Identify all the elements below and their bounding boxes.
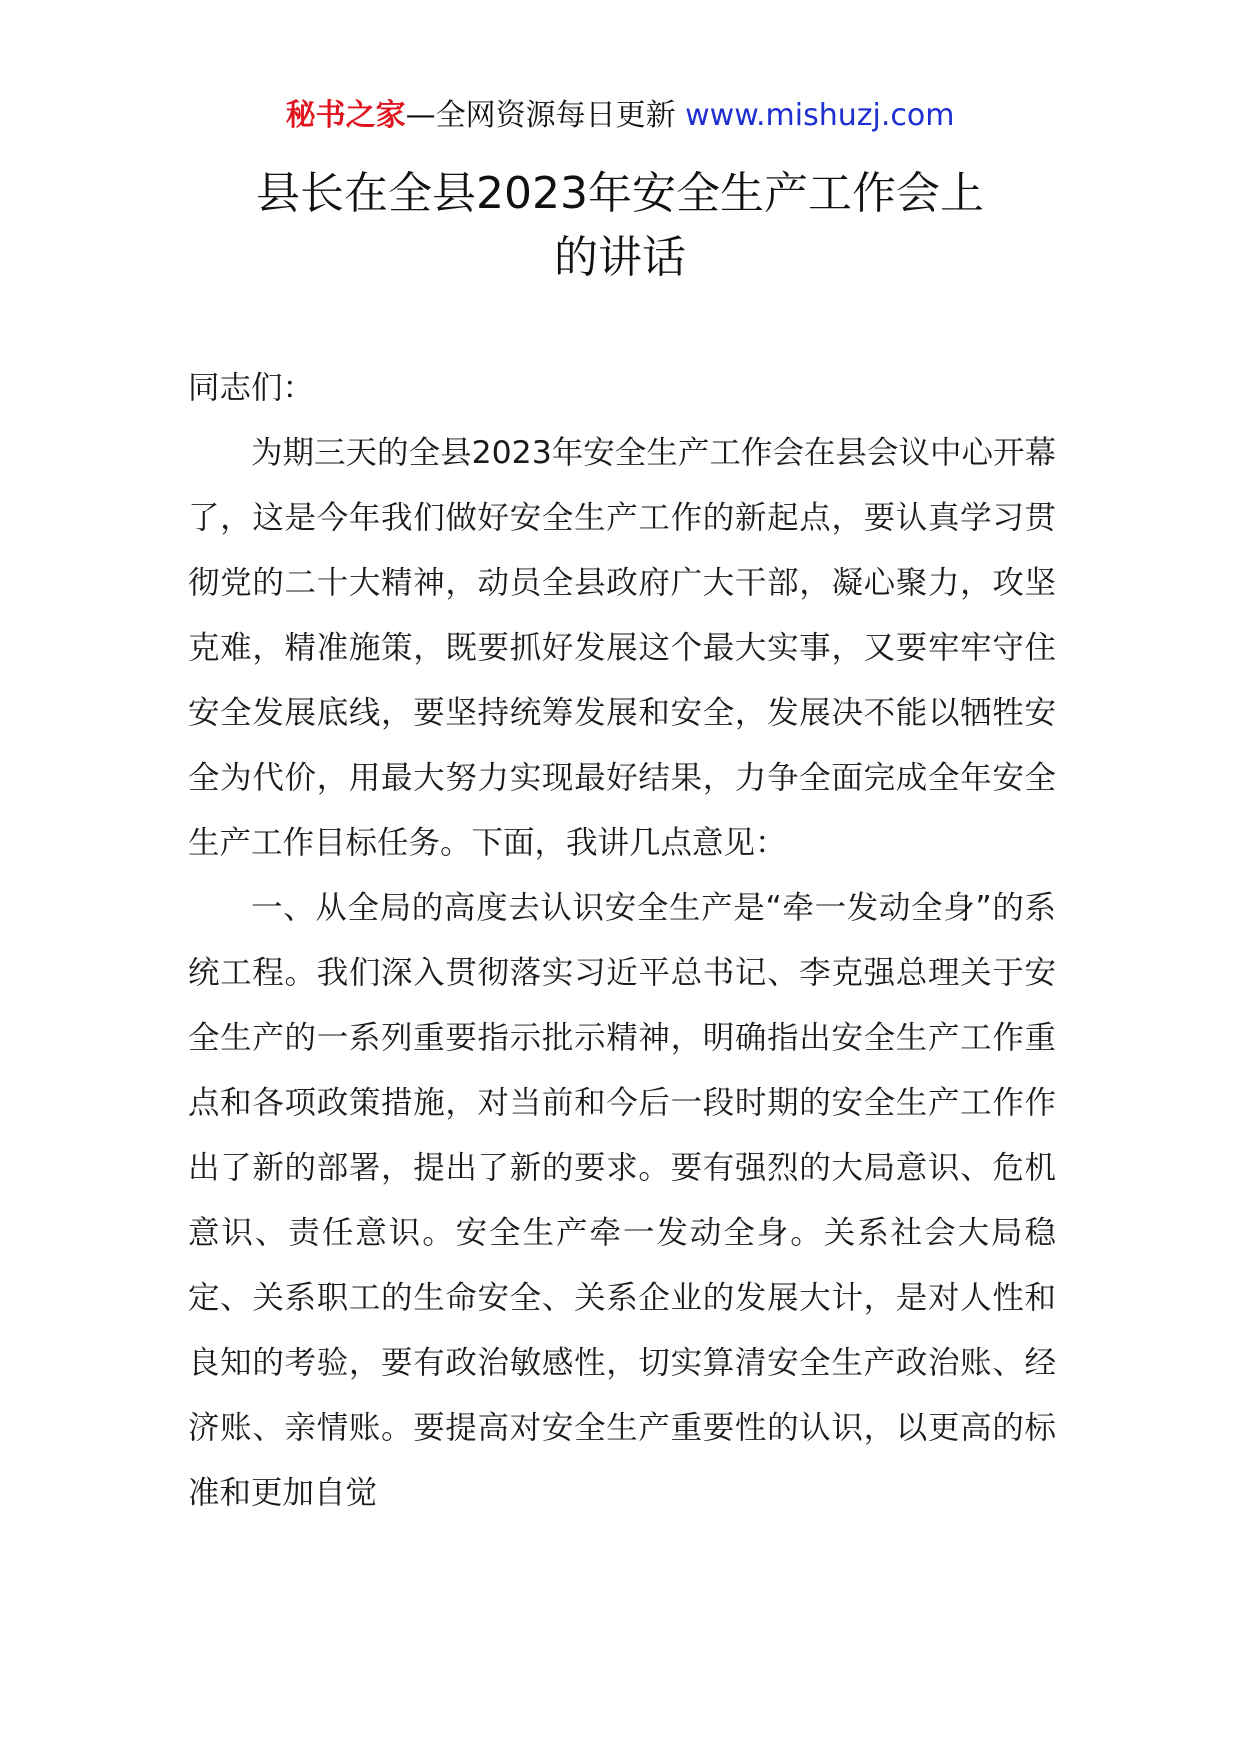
paragraph-opening: 为期三天的全县2023年安全生产工作会在县会议中心开幕了，这是今年我们做好安全生产工作的新起点，要认真学习贯彻党的二十大精神，动员全县政府广大干部，凝心聚力，攻坚克难，精准施策，既要抓好发展这个最大实事，又要牢牢守住安全发展底线，要坚持统筹发展和安全，发展决不能以牺牲安全为代价，用最大努力实现最好结果，力争全面完成全年安全生产工作目标任务。下面，我讲几点意见： [188,435,1056,861]
paragraph-section-one: 一、从全局的高度去认识安全生产是“牵一发动全身”的系统工程。我们深入贯彻落实习近平总书记、李克强总理关于安全生产的一系列重要指示批示精神，明确指出安全生产工作重点和各项政策措施，对当前和今后一段时期的安全生产工作作出了新的部署，提出了新的要求。要有强烈的大局意识、危机意识、责任意识。安全生产牵一发动全身。关系社会大局稳定、关系职工的生命安全、关系企业的发展大计，是对人性和良知的考验，要有政治敏感性，切实算清安全生产政治账、经济账、亲情账。要提高对安全生产重要性的认识，以更高的标准和更加自觉 [188,890,1056,1511]
title-line-2: 的讲话 [554,232,686,283]
site-banner [0,96,1240,136]
document-title [0,162,1240,290]
salutation: 同志们： [188,370,315,406]
site-url-link[interactable]: www.mishuzj.com [685,98,955,133]
brand-name: 秘书之家 [285,98,406,133]
banner-tagline: —全网资源每日更新 [405,98,676,133]
document-body [188,356,1056,1526]
title-line-1: 县长在全县2023年安全生产工作会上 [256,168,984,219]
